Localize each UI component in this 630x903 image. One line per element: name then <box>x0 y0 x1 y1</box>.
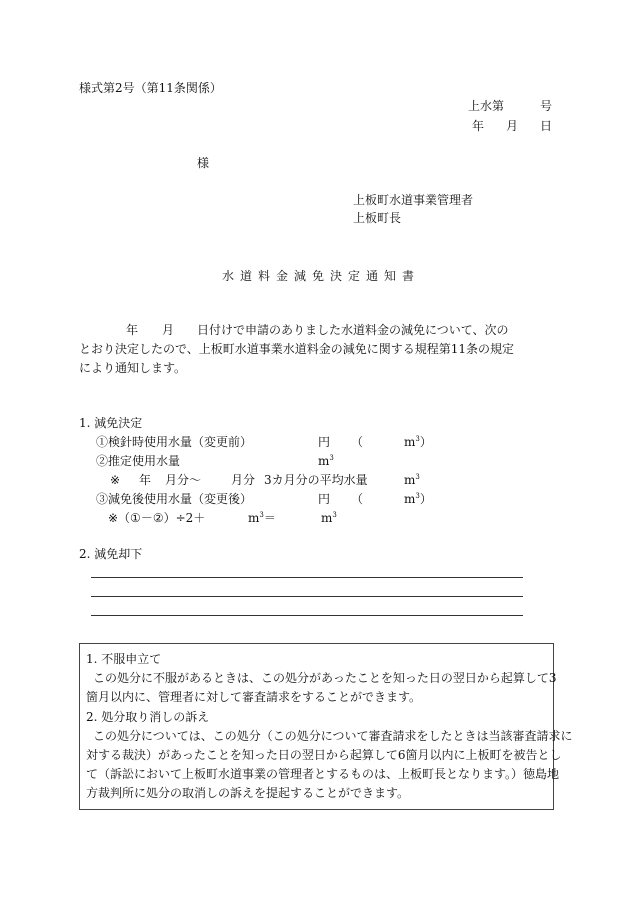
item2-note-mark: ※ <box>110 473 121 487</box>
reason-line-1 <box>91 577 523 578</box>
form-number: 様式第2号（第11条関係） <box>79 81 222 95</box>
doc-number-suffix: 号 <box>540 99 553 113</box>
notice-para1-line1: この処分に不服があるときは、この処分があったことを知った日の翌日から起算して3 <box>93 671 557 685</box>
item2-note-to: 月分 <box>231 473 256 487</box>
addressee-honorific: 様 <box>197 156 210 170</box>
formula-unit2: $m^3$ <box>321 511 337 525</box>
body-month: 月 <box>162 323 175 337</box>
item1-open-paren: （ <box>351 435 364 449</box>
body-year: 年 <box>126 323 139 337</box>
section1-heading: 1. 減免決定 <box>79 416 143 430</box>
item2-unit: $m^3$ <box>318 454 334 468</box>
notice-para2-line4: 方裁判所に処分の取消しの訴えを提起することができます。 <box>86 786 410 800</box>
item1-label: ①検針時使用水量（変更前） <box>96 435 253 449</box>
date-month: 月 <box>506 119 519 133</box>
issuer-line2: 上板町長 <box>353 211 402 225</box>
item3-unit: $m^3$） <box>404 492 432 506</box>
item2-note-year: 年 <box>139 473 152 487</box>
item2-note-from: 月分～ <box>165 473 202 487</box>
item2-note-average: 3カ月分の平均水量 <box>264 473 368 487</box>
notice-heading-2: 2. 処分取り消しの訴え <box>86 710 210 724</box>
doc-number-prefix: 上水第 <box>468 99 505 113</box>
body-line3: により通知します。 <box>79 361 187 375</box>
formula-text: ※（①－②）÷2＋ <box>108 511 206 525</box>
section2-heading: 2. 減免却下 <box>79 547 143 561</box>
date-year: 年 <box>472 119 485 133</box>
date-day: 日 <box>540 119 553 133</box>
body-line2: とおり決定したので、上板町水道事業水道料金の減免に関する規程第11条の規定 <box>79 342 515 356</box>
notice-para2-line3: て（訴訟において上板町水道事業の管理者とするものは、上板町長となります。）徳島地 <box>86 767 560 781</box>
item3-yen: 円 <box>318 492 331 506</box>
notice-heading-1: 1. 不服申立て <box>86 652 162 666</box>
notice-para2-line1: この処分については、この処分（この処分について審査請求をしたときは当該審査請求に <box>93 729 573 743</box>
item1-yen: 円 <box>318 435 331 449</box>
issuer-line1: 上板町水道事業管理者 <box>353 193 474 207</box>
item2-label: ②推定使用水量 <box>96 454 181 468</box>
formula-unit1: $m^3=$ <box>248 511 276 525</box>
reason-line-3 <box>91 615 523 616</box>
reason-line-2 <box>91 596 523 597</box>
item2-note-unit: $m^3$ <box>404 473 420 487</box>
body-line1-text: 日付けで申請のありました水道料金の減免について、次の <box>197 323 509 337</box>
appeal-notice-box <box>79 643 573 810</box>
page-title: 水道料金減免決定通知書 <box>222 269 421 283</box>
notice-para1-line2: 箇月以内に、管理者に対して審査請求をすることができます。 <box>86 690 422 704</box>
item1-unit: $m^3$） <box>404 435 432 449</box>
notice-para2-line2: 対する裁決）があったことを知った日の翌日から起算して6箇月以内に上板町を被告とし <box>86 748 562 762</box>
item3-open-paren: （ <box>351 492 364 506</box>
item3-label: ③減免後使用水量（変更後） <box>96 492 253 506</box>
